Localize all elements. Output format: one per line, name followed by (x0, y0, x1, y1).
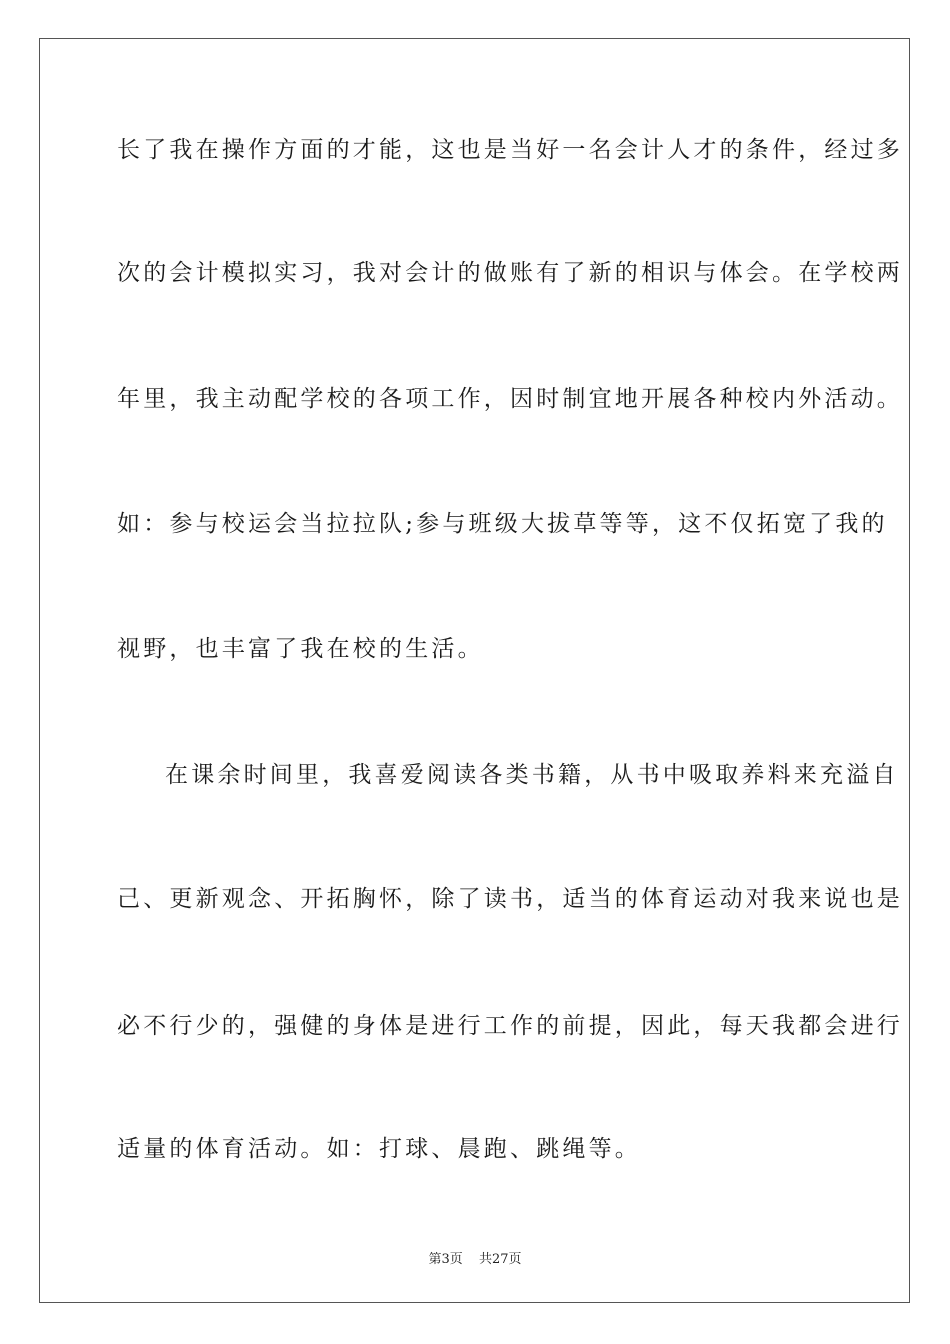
body-line-9: 适量的体育活动。如：打球、晨跑、跳绳等。 (117, 1136, 641, 1162)
page-border (39, 38, 910, 1303)
body-line-1: 长了我在操作方面的才能，这也是当好一名会计人才的条件，经过多 (117, 137, 903, 163)
page-number: 第3页 (428, 1252, 463, 1267)
page-footer (0, 1248, 950, 1267)
body-line-7: 己、更新观念、开拓胸怀，除了读书，适当的体育运动对我来说也是 (117, 886, 903, 912)
body-line-3: 年里，我主动配学校的各项工作，因时制宜地开展各种校内外活动。 (117, 386, 903, 412)
body-line-4: 如：参与校运会当拉拉队;参与班级大拔草等等，这不仅拓宽了我的 (117, 511, 888, 537)
body-line-5: 视野，也丰富了我在校的生活。 (117, 636, 484, 662)
body-line-2: 次的会计模拟实习，我对会计的做账有了新的相识与体会。在学校两 (117, 260, 903, 286)
page-total: 共27页 (478, 1252, 522, 1267)
body-line-6: 在课余时间里，我喜爱阅读各类书籍，从书中吸取养料来充溢自 (165, 762, 899, 788)
body-line-8: 必不行少的，强健的身体是进行工作的前提，因此，每天我都会进行 (117, 1013, 903, 1039)
